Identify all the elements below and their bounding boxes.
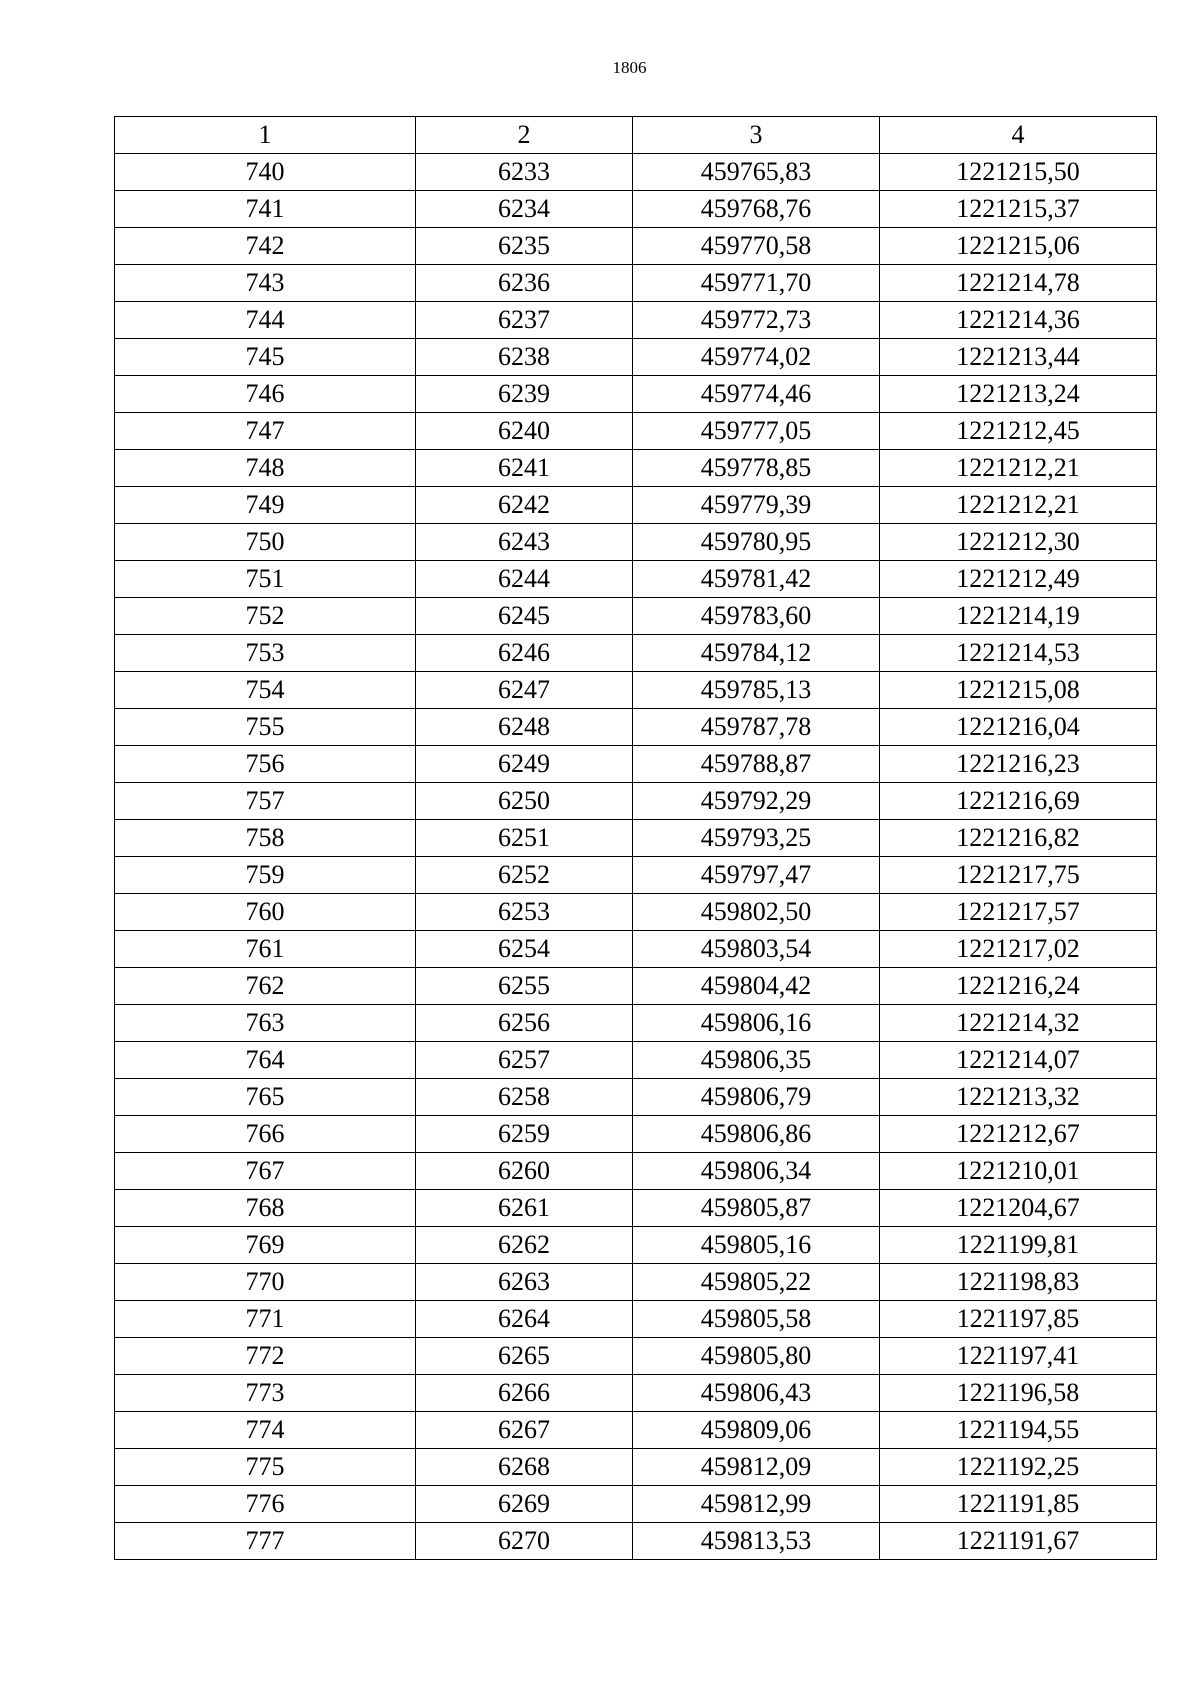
table-cell-col-3: 459805,58 [633,1301,880,1338]
table-cell-col-2: 6258 [416,1079,633,1116]
table-cell-col-2: 6266 [416,1375,633,1412]
table-cell-col-2: 6238 [416,339,633,376]
table-cell-col-3: 459787,78 [633,709,880,746]
column-header-4: 4 [880,117,1157,154]
table-cell-col-1: 752 [115,598,416,635]
table-cell-col-4: 1221217,02 [880,931,1157,968]
table-cell-col-4: 1221204,67 [880,1190,1157,1227]
table-cell-col-2: 6253 [416,894,633,931]
table-cell-col-2: 6240 [416,413,633,450]
table-cell-col-2: 6246 [416,635,633,672]
table-row [115,191,1157,228]
table-cell-col-3: 459778,85 [633,450,880,487]
table-cell-col-3: 459785,13 [633,672,880,709]
table-cell-col-3: 459806,34 [633,1153,880,1190]
table-cell-col-4: 1221213,24 [880,376,1157,413]
table-cell-col-4: 1221214,53 [880,635,1157,672]
table-cell-col-2: 6270 [416,1523,633,1560]
table-cell-col-2: 6248 [416,709,633,746]
table-cell-col-4: 1221215,06 [880,228,1157,265]
table-cell-col-2: 6244 [416,561,633,598]
table-cell-col-1: 743 [115,265,416,302]
table-cell-col-2: 6233 [416,154,633,191]
table-cell-col-1: 765 [115,1079,416,1116]
table-cell-col-1: 763 [115,1005,416,1042]
table-cell-col-4: 1221192,25 [880,1449,1157,1486]
table-cell-col-2: 6254 [416,931,633,968]
table-cell-col-3: 459813,53 [633,1523,880,1560]
table-row [115,228,1157,265]
table-cell-col-3: 459783,60 [633,598,880,635]
table-row [115,1190,1157,1227]
table-cell-col-3: 459792,29 [633,783,880,820]
table-cell-col-2: 6235 [416,228,633,265]
table-row [115,1449,1157,1486]
table-row [115,376,1157,413]
table-cell-col-2: 6234 [416,191,633,228]
table-cell-col-4: 1221215,08 [880,672,1157,709]
table-cell-col-1: 746 [115,376,416,413]
table-row [115,1486,1157,1523]
table-cell-col-2: 6268 [416,1449,633,1486]
table-row [115,635,1157,672]
table-cell-col-3: 459781,42 [633,561,880,598]
table-cell-col-3: 459805,16 [633,1227,880,1264]
table-row [115,1264,1157,1301]
table-row [115,1301,1157,1338]
table-cell-col-2: 6243 [416,524,633,561]
column-header-3: 3 [633,117,880,154]
table-row [115,1116,1157,1153]
table-cell-col-4: 1221217,57 [880,894,1157,931]
table-cell-col-4: 1221214,07 [880,1042,1157,1079]
table-cell-col-1: 751 [115,561,416,598]
table-cell-col-3: 459806,86 [633,1116,880,1153]
table-cell-col-4: 1221212,45 [880,413,1157,450]
page-number: 1806 [612,58,647,77]
table-body [115,154,1157,1560]
table-cell-col-2: 6239 [416,376,633,413]
table-cell-col-2: 6252 [416,857,633,894]
table-cell-col-4: 1221217,75 [880,857,1157,894]
table-row [115,302,1157,339]
table-cell-col-2: 6236 [416,265,633,302]
table-cell-col-3: 459809,06 [633,1412,880,1449]
table-row [115,524,1157,561]
table-row [115,598,1157,635]
table-cell-col-3: 459788,87 [633,746,880,783]
table-cell-col-2: 6263 [416,1264,633,1301]
column-header-1: 1 [115,117,416,154]
table-row [115,672,1157,709]
table-row [115,1227,1157,1264]
table-cell-col-1: 753 [115,635,416,672]
table-cell-col-1: 741 [115,191,416,228]
table-cell-col-4: 1221191,67 [880,1523,1157,1560]
table-cell-col-4: 1221210,01 [880,1153,1157,1190]
table-cell-col-1: 757 [115,783,416,820]
table-cell-col-4: 1221214,32 [880,1005,1157,1042]
table-cell-col-4: 1221196,58 [880,1375,1157,1412]
table-cell-col-1: 776 [115,1486,416,1523]
table-cell-col-3: 459772,73 [633,302,880,339]
table-cell-col-2: 6261 [416,1190,633,1227]
table-cell-col-4: 1221215,50 [880,154,1157,191]
table-cell-col-1: 777 [115,1523,416,1560]
table-cell-col-2: 6267 [416,1412,633,1449]
table-cell-col-1: 745 [115,339,416,376]
table-cell-col-3: 459806,79 [633,1079,880,1116]
column-header-2: 2 [416,117,633,154]
table-cell-col-1: 748 [115,450,416,487]
table-cell-col-2: 6250 [416,783,633,820]
table-cell-col-1: 775 [115,1449,416,1486]
table-cell-col-1: 761 [115,931,416,968]
table-cell-col-4: 1221191,85 [880,1486,1157,1523]
table-row [115,450,1157,487]
table-cell-col-1: 749 [115,487,416,524]
table-row [115,1042,1157,1079]
table-cell-col-3: 459812,99 [633,1486,880,1523]
table-cell-col-4: 1221199,81 [880,1227,1157,1264]
table-cell-col-1: 772 [115,1338,416,1375]
table-cell-col-1: 744 [115,302,416,339]
table-row [115,1338,1157,1375]
table-cell-col-2: 6251 [416,820,633,857]
table-cell-col-3: 459802,50 [633,894,880,931]
table-cell-col-3: 459812,09 [633,1449,880,1486]
table-row [115,820,1157,857]
table-cell-col-4: 1221197,85 [880,1301,1157,1338]
table-cell-col-1: 771 [115,1301,416,1338]
table-cell-col-3: 459793,25 [633,820,880,857]
table-cell-col-1: 762 [115,968,416,1005]
table-cell-col-4: 1221197,41 [880,1338,1157,1375]
table-cell-col-1: 770 [115,1264,416,1301]
table-cell-col-3: 459805,80 [633,1338,880,1375]
table-cell-col-4: 1221212,21 [880,450,1157,487]
table-cell-col-4: 1221212,21 [880,487,1157,524]
table-cell-col-3: 459774,02 [633,339,880,376]
table-row [115,265,1157,302]
table-cell-col-4: 1221216,24 [880,968,1157,1005]
table-cell-col-4: 1221213,44 [880,339,1157,376]
table-cell-col-1: 754 [115,672,416,709]
table-cell-col-3: 459780,95 [633,524,880,561]
table-cell-col-4: 1221198,83 [880,1264,1157,1301]
table-cell-col-3: 459771,70 [633,265,880,302]
table-cell-col-2: 6249 [416,746,633,783]
table-cell-col-4: 1221214,19 [880,598,1157,635]
table-cell-col-3: 459805,22 [633,1264,880,1301]
coordinates-table [114,116,1157,1560]
table-cell-col-2: 6237 [416,302,633,339]
table-cell-col-1: 769 [115,1227,416,1264]
table-cell-col-1: 756 [115,746,416,783]
table-cell-col-4: 1221216,69 [880,783,1157,820]
table-cell-col-2: 6247 [416,672,633,709]
table-cell-col-3: 459797,47 [633,857,880,894]
table-cell-col-2: 6260 [416,1153,633,1190]
table-row [115,746,1157,783]
table-cell-col-1: 740 [115,154,416,191]
table-cell-col-1: 759 [115,857,416,894]
table-row [115,487,1157,524]
table-cell-col-2: 6242 [416,487,633,524]
table-row [115,1153,1157,1190]
table-cell-col-2: 6255 [416,968,633,1005]
table-cell-col-1: 742 [115,228,416,265]
table-row [115,1079,1157,1116]
table-cell-col-2: 6241 [416,450,633,487]
table-cell-col-4: 1221216,04 [880,709,1157,746]
table-row [115,783,1157,820]
table-cell-col-3: 459779,39 [633,487,880,524]
table-row [115,413,1157,450]
table-row [115,709,1157,746]
table-cell-col-3: 459806,43 [633,1375,880,1412]
table-cell-col-3: 459765,83 [633,154,880,191]
table-cell-col-1: 774 [115,1412,416,1449]
table-cell-col-3: 459774,46 [633,376,880,413]
table-cell-col-4: 1221194,55 [880,1412,1157,1449]
table-cell-col-3: 459768,76 [633,191,880,228]
table-cell-col-4: 1221213,32 [880,1079,1157,1116]
table-cell-col-2: 6265 [416,1338,633,1375]
table-cell-col-4: 1221212,67 [880,1116,1157,1153]
table-cell-col-1: 760 [115,894,416,931]
table-row [115,1005,1157,1042]
table-cell-col-3: 459777,05 [633,413,880,450]
table-row [115,154,1157,191]
table-cell-col-1: 773 [115,1375,416,1412]
table-cell-col-2: 6256 [416,1005,633,1042]
table-cell-col-1: 758 [115,820,416,857]
table-row [115,931,1157,968]
table-row [115,968,1157,1005]
table-cell-col-2: 6269 [416,1486,633,1523]
table-cell-col-4: 1221216,82 [880,820,1157,857]
table-header-row [115,117,1157,154]
table-cell-col-1: 755 [115,709,416,746]
table-cell-col-2: 6262 [416,1227,633,1264]
table-cell-col-1: 766 [115,1116,416,1153]
table-row [115,894,1157,931]
table-row [115,857,1157,894]
table-cell-col-1: 750 [115,524,416,561]
table-cell-col-3: 459770,58 [633,228,880,265]
table-cell-col-4: 1221212,30 [880,524,1157,561]
table-cell-col-3: 459803,54 [633,931,880,968]
table-row [115,1523,1157,1560]
table-row [115,339,1157,376]
table-cell-col-1: 767 [115,1153,416,1190]
table-cell-col-3: 459804,42 [633,968,880,1005]
table-cell-col-1: 768 [115,1190,416,1227]
table-row [115,561,1157,598]
table-cell-col-4: 1221216,23 [880,746,1157,783]
table-cell-col-2: 6257 [416,1042,633,1079]
table-cell-col-2: 6264 [416,1301,633,1338]
table-cell-col-2: 6245 [416,598,633,635]
table-cell-col-3: 459806,16 [633,1005,880,1042]
table-row [115,1412,1157,1449]
table-row [115,1375,1157,1412]
table-cell-col-4: 1221212,49 [880,561,1157,598]
table-cell-col-4: 1221214,78 [880,265,1157,302]
table-cell-col-2: 6259 [416,1116,633,1153]
table-cell-col-3: 459805,87 [633,1190,880,1227]
table-cell-col-3: 459806,35 [633,1042,880,1079]
table-cell-col-4: 1221215,37 [880,191,1157,228]
table-cell-col-1: 747 [115,413,416,450]
table-cell-col-1: 764 [115,1042,416,1079]
table-cell-col-3: 459784,12 [633,635,880,672]
table-cell-col-4: 1221214,36 [880,302,1157,339]
